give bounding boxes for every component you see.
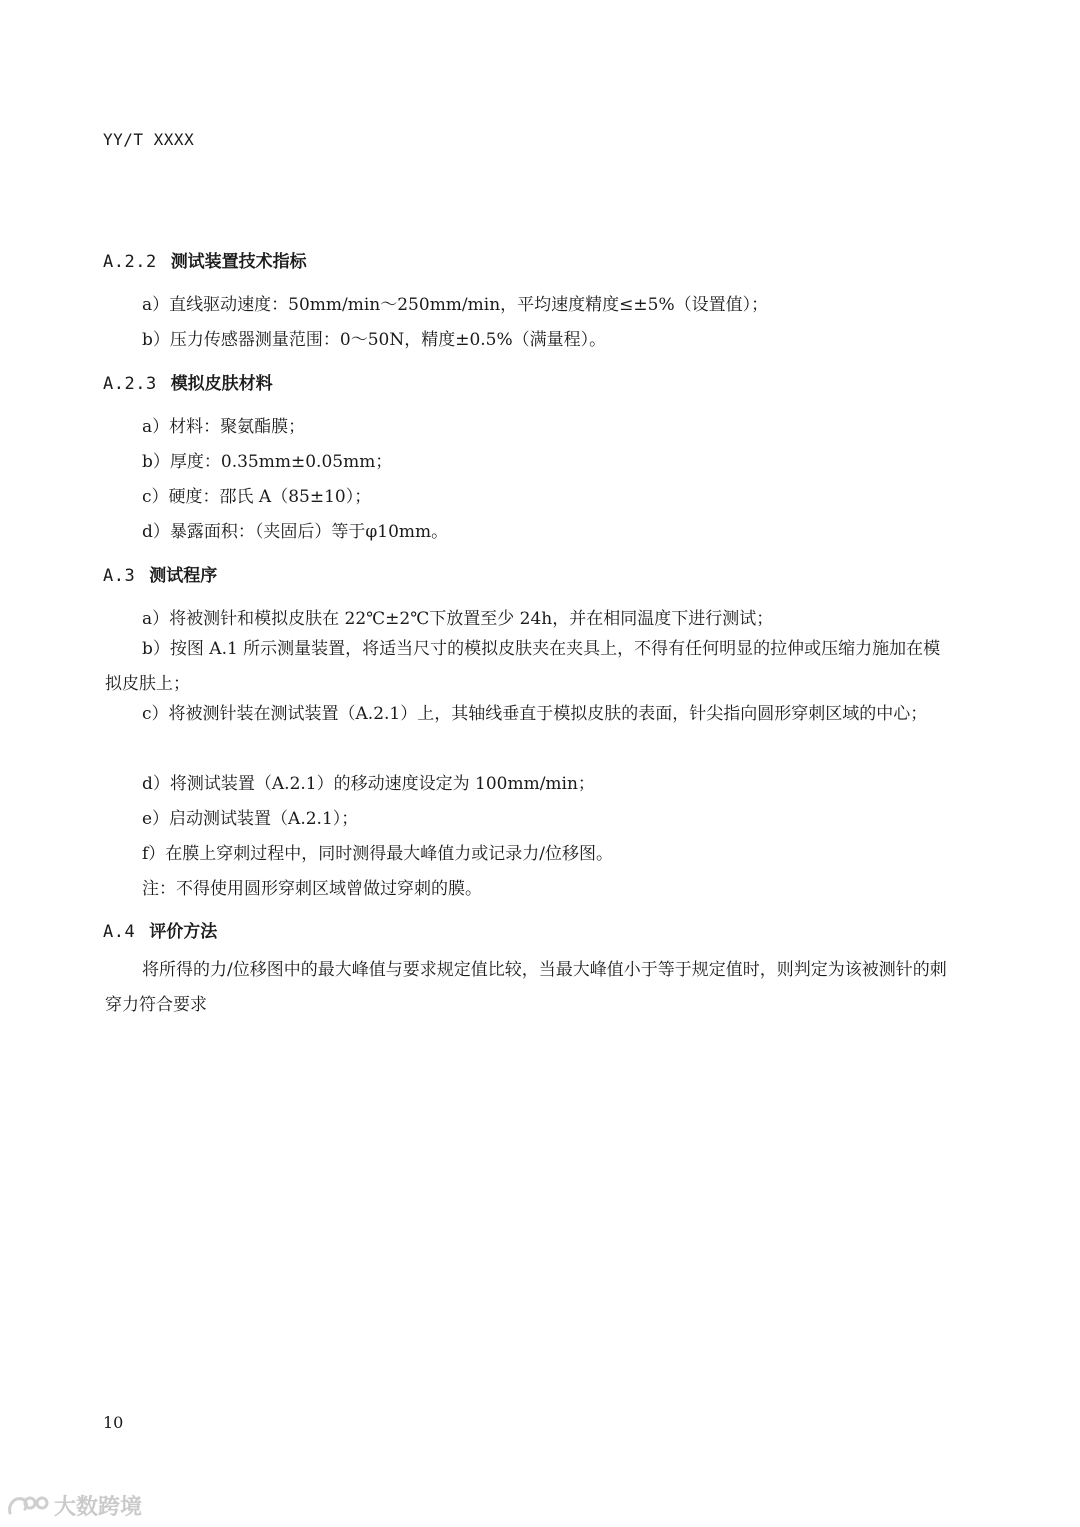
section-title: 模拟皮肤材料 xyxy=(170,374,273,394)
section-number: A.4 xyxy=(103,922,136,942)
body-paragraph: 将所得的力/位移图中的最大峰值与要求规定值比较，当最大峰值小于等于规定值时，则判定为该被测针的刺穿力符合要求 xyxy=(105,960,947,1015)
section-heading-a3 xyxy=(103,561,217,586)
list-item: a）将被测针和模拟皮肤在 22℃±2℃下放置至少 24h，并在相同温度下进行测试； xyxy=(142,609,774,629)
list-item: c）硬度：邵氏 A（85±10）； xyxy=(142,487,372,507)
list-item: a）材料：聚氨酯膜； xyxy=(142,417,306,437)
list-item: d）将测试装置（A.2.1）的移动速度设定为 100mm/min； xyxy=(142,774,595,794)
section-heading-a4 xyxy=(103,917,217,942)
watermark-text: 大数跨境 xyxy=(54,1495,143,1520)
list-item: c）将被测针装在测试装置（A.2.1）上，其轴线垂直于模拟皮肤的表面，针尖指向圆形穿刺区域的中心； xyxy=(142,704,928,724)
list-item: b）按图 A.1 所示测量装置，将适当尺寸的模拟皮肤夹在夹具上，不得有任何明显的拉伸或压缩力施加在模拟皮肤上； xyxy=(105,639,941,694)
watermark xyxy=(6,1490,142,1521)
list-item: d）暴露面积：（夹固后）等于φ10mm。 xyxy=(142,522,449,542)
section-title: 测试程序 xyxy=(149,566,218,586)
note: 注：不得使用圆形穿刺区域曾做过穿刺的膜。 xyxy=(142,879,482,899)
section-number: A.2.3 xyxy=(103,374,157,394)
section-title: 测试装置技术指标 xyxy=(170,252,307,272)
section-number: A.3 xyxy=(103,566,136,586)
list-item: b）压力传感器测量范围：0～50N，精度±0.5%（满量程）。 xyxy=(142,330,607,350)
section-heading-a22 xyxy=(103,247,307,272)
list-item: f）在膜上穿刺过程中，同时测得最大峰值力或记录力/位移图。 xyxy=(142,844,614,864)
document-code: YY/T XXXX xyxy=(103,130,195,149)
section-number: A.2.2 xyxy=(103,252,157,272)
section-heading-a23 xyxy=(103,369,273,394)
page-number: 10 xyxy=(103,1413,124,1432)
list-item: e）启动测试装置（A.2.1）； xyxy=(142,809,359,829)
list-item: a）直线驱动速度：50mm/min～250mm/min，平均速度精度≤±5%（设置值）； xyxy=(142,295,769,315)
section-title: 评价方法 xyxy=(149,922,218,942)
list-item: b）厚度：0.35mm±0.05mm； xyxy=(142,452,393,472)
brand-logo-icon xyxy=(6,1493,50,1519)
